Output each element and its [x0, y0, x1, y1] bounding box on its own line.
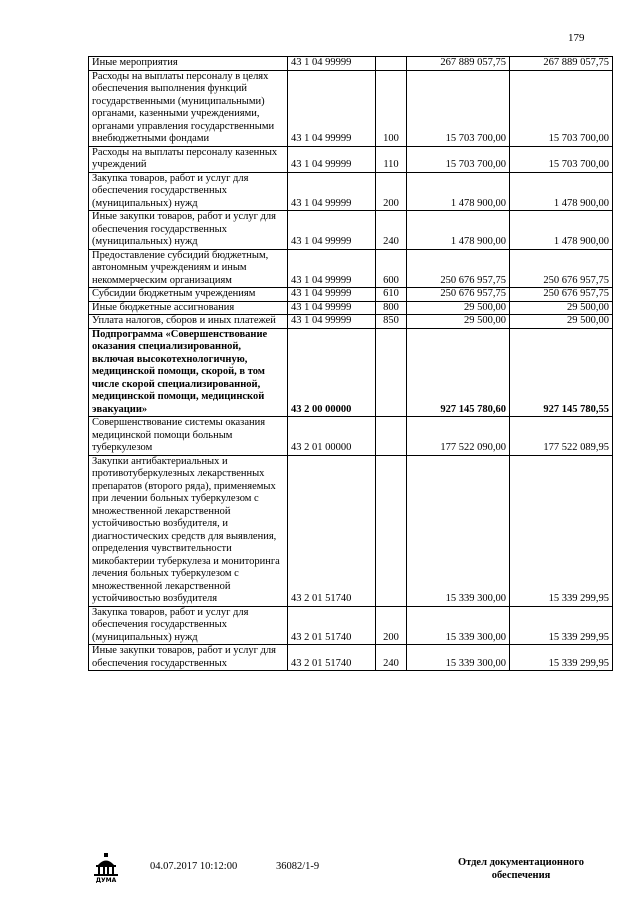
row-name: Субсидии бюджетным учреждениям: [89, 288, 288, 302]
row-type: 240: [376, 645, 407, 671]
row-value-1: 927 145 780,60: [407, 328, 510, 417]
row-value-1: 15 703 700,00: [407, 146, 510, 172]
budget-table-body: [89, 57, 613, 671]
row-code: 43 1 04 99999: [288, 288, 376, 302]
row-value-2: 177 522 089,95: [510, 417, 613, 456]
row-type: [376, 417, 407, 456]
row-type: [376, 328, 407, 417]
row-name: Расходы на выплаты персоналу казенных учреждений: [89, 146, 288, 172]
row-code: 43 1 04 99999: [288, 146, 376, 172]
page-number: 179: [568, 32, 585, 44]
row-type: 110: [376, 146, 407, 172]
row-value-2: 15 339 299,95: [510, 455, 613, 606]
table-row: [89, 211, 613, 250]
row-value-2: 15 703 700,00: [510, 146, 613, 172]
table-row: [89, 172, 613, 211]
row-value-2: 1 478 900,00: [510, 211, 613, 250]
row-value-2: 267 889 057,75: [510, 57, 613, 71]
row-name: Подпрограмма «Совершенствование оказания специализированной, включая высокотехнологичную, медицинской помощи, скорой, в том числе скорой специализированной, медицинской помощи, медицинской эвакуации»: [89, 328, 288, 417]
row-value-1: 29 500,00: [407, 315, 510, 329]
row-type: 800: [376, 301, 407, 315]
row-code: 43 1 04 99999: [288, 249, 376, 288]
table-row: [89, 301, 613, 315]
table-row: [89, 315, 613, 329]
row-type: 240: [376, 211, 407, 250]
row-name: Иные мероприятия: [89, 57, 288, 71]
row-value-2: 15 339 299,95: [510, 606, 613, 645]
budget-table: [88, 56, 613, 671]
table-row: [89, 328, 613, 417]
row-name: Закупки антибактериальных и противотуберкулезных лекарственных препаратов (второго ряда), применяемых при лечении больных туберкулезом с множественной лекарственной устойчивостью возбудителя, и диагностических средств для выявления, определения чувствительности микобактерии туберкулеза и мониторинга лечения больных туберкулезом с множественной лекарственной устойчивостью возбудителя: [89, 455, 288, 606]
table-row: [89, 417, 613, 456]
row-value-2: 29 500,00: [510, 315, 613, 329]
row-type: [376, 455, 407, 606]
row-value-1: 15 339 300,00: [407, 606, 510, 645]
row-value-1: 29 500,00: [407, 301, 510, 315]
row-name: Иные закупки товаров, работ и услуг для обеспечения государственных (муниципальных) нужд: [89, 211, 288, 250]
table-row: [89, 645, 613, 671]
row-name: Совершенствование системы оказания медицинской помощи больным туберкулезом: [89, 417, 288, 456]
footer-date: 04.07.2017 10:12:00: [150, 861, 238, 872]
table-row: [89, 57, 613, 71]
row-code: 43 1 04 99999: [288, 57, 376, 71]
row-value-1: 15 339 300,00: [407, 645, 510, 671]
row-code: 43 1 04 99999: [288, 211, 376, 250]
row-name: Иные закупки товаров, работ и услуг для обеспечения государственных: [89, 645, 288, 671]
row-value-2: 29 500,00: [510, 301, 613, 315]
table-row: [89, 146, 613, 172]
row-code: 43 2 01 51740: [288, 606, 376, 645]
table-row: [89, 606, 613, 645]
row-name: Закупка товаров, работ и услуг для обеспечения государственных (муниципальных) нужд: [89, 606, 288, 645]
row-type: 610: [376, 288, 407, 302]
row-value-1: 177 522 090,00: [407, 417, 510, 456]
row-value-2: 1 478 900,00: [510, 172, 613, 211]
row-code: 43 2 00 00000: [288, 328, 376, 417]
row-type: 200: [376, 172, 407, 211]
row-code: 43 1 04 99999: [288, 315, 376, 329]
row-code: 43 1 04 99999: [288, 172, 376, 211]
row-type: 200: [376, 606, 407, 645]
table-row: [89, 455, 613, 606]
row-type: 100: [376, 70, 407, 146]
row-name: Расходы на выплаты персоналу в целях обеспечения выполнения функций государственными (муниципальными) органами, казенными учреждениями, органами управления государственными внебюджетными фондами: [89, 70, 288, 146]
row-code: 43 2 01 51740: [288, 645, 376, 671]
row-name: Уплата налогов, сборов и иных платежей: [89, 315, 288, 329]
row-type: [376, 57, 407, 71]
row-value-1: 15 339 300,00: [407, 455, 510, 606]
row-name: Иные бюджетные ассигнования: [89, 301, 288, 315]
row-value-2: 15 703 700,00: [510, 70, 613, 146]
row-value-1: 15 703 700,00: [407, 70, 510, 146]
row-value-2: 15 339 299,95: [510, 645, 613, 671]
table-row: [89, 249, 613, 288]
row-name: Закупка товаров, работ и услуг для обеспечения государственных (муниципальных) нужд: [89, 172, 288, 211]
row-name: Предоставление субсидий бюджетным, автономным учреждениям и иным некоммерческим организациям: [89, 249, 288, 288]
row-value-1: 267 889 057,75: [407, 57, 510, 71]
duma-building-icon: [92, 853, 120, 883]
row-code: 43 1 04 99999: [288, 301, 376, 315]
row-code: 43 2 01 00000: [288, 417, 376, 456]
table-row: [89, 70, 613, 146]
footer-doc-number: 36082/1-9: [276, 861, 320, 872]
row-code: 43 1 04 99999: [288, 70, 376, 146]
table-row: [89, 288, 613, 302]
row-code: 43 2 01 51740: [288, 455, 376, 606]
row-value-2: 927 145 780,55: [510, 328, 613, 417]
row-value-1: 1 478 900,00: [407, 211, 510, 250]
row-value-2: 250 676 957,75: [510, 288, 613, 302]
row-value-1: 250 676 957,75: [407, 288, 510, 302]
row-type: 850: [376, 315, 407, 329]
row-value-1: 1 478 900,00: [407, 172, 510, 211]
row-type: 600: [376, 249, 407, 288]
row-value-2: 250 676 957,75: [510, 249, 613, 288]
page-footer: [0, 853, 640, 893]
row-value-1: 250 676 957,75: [407, 249, 510, 288]
svg-text:ДУМА: ДУМА: [95, 877, 117, 883]
footer-department: Отдел документационного обеспечения: [457, 857, 585, 881]
